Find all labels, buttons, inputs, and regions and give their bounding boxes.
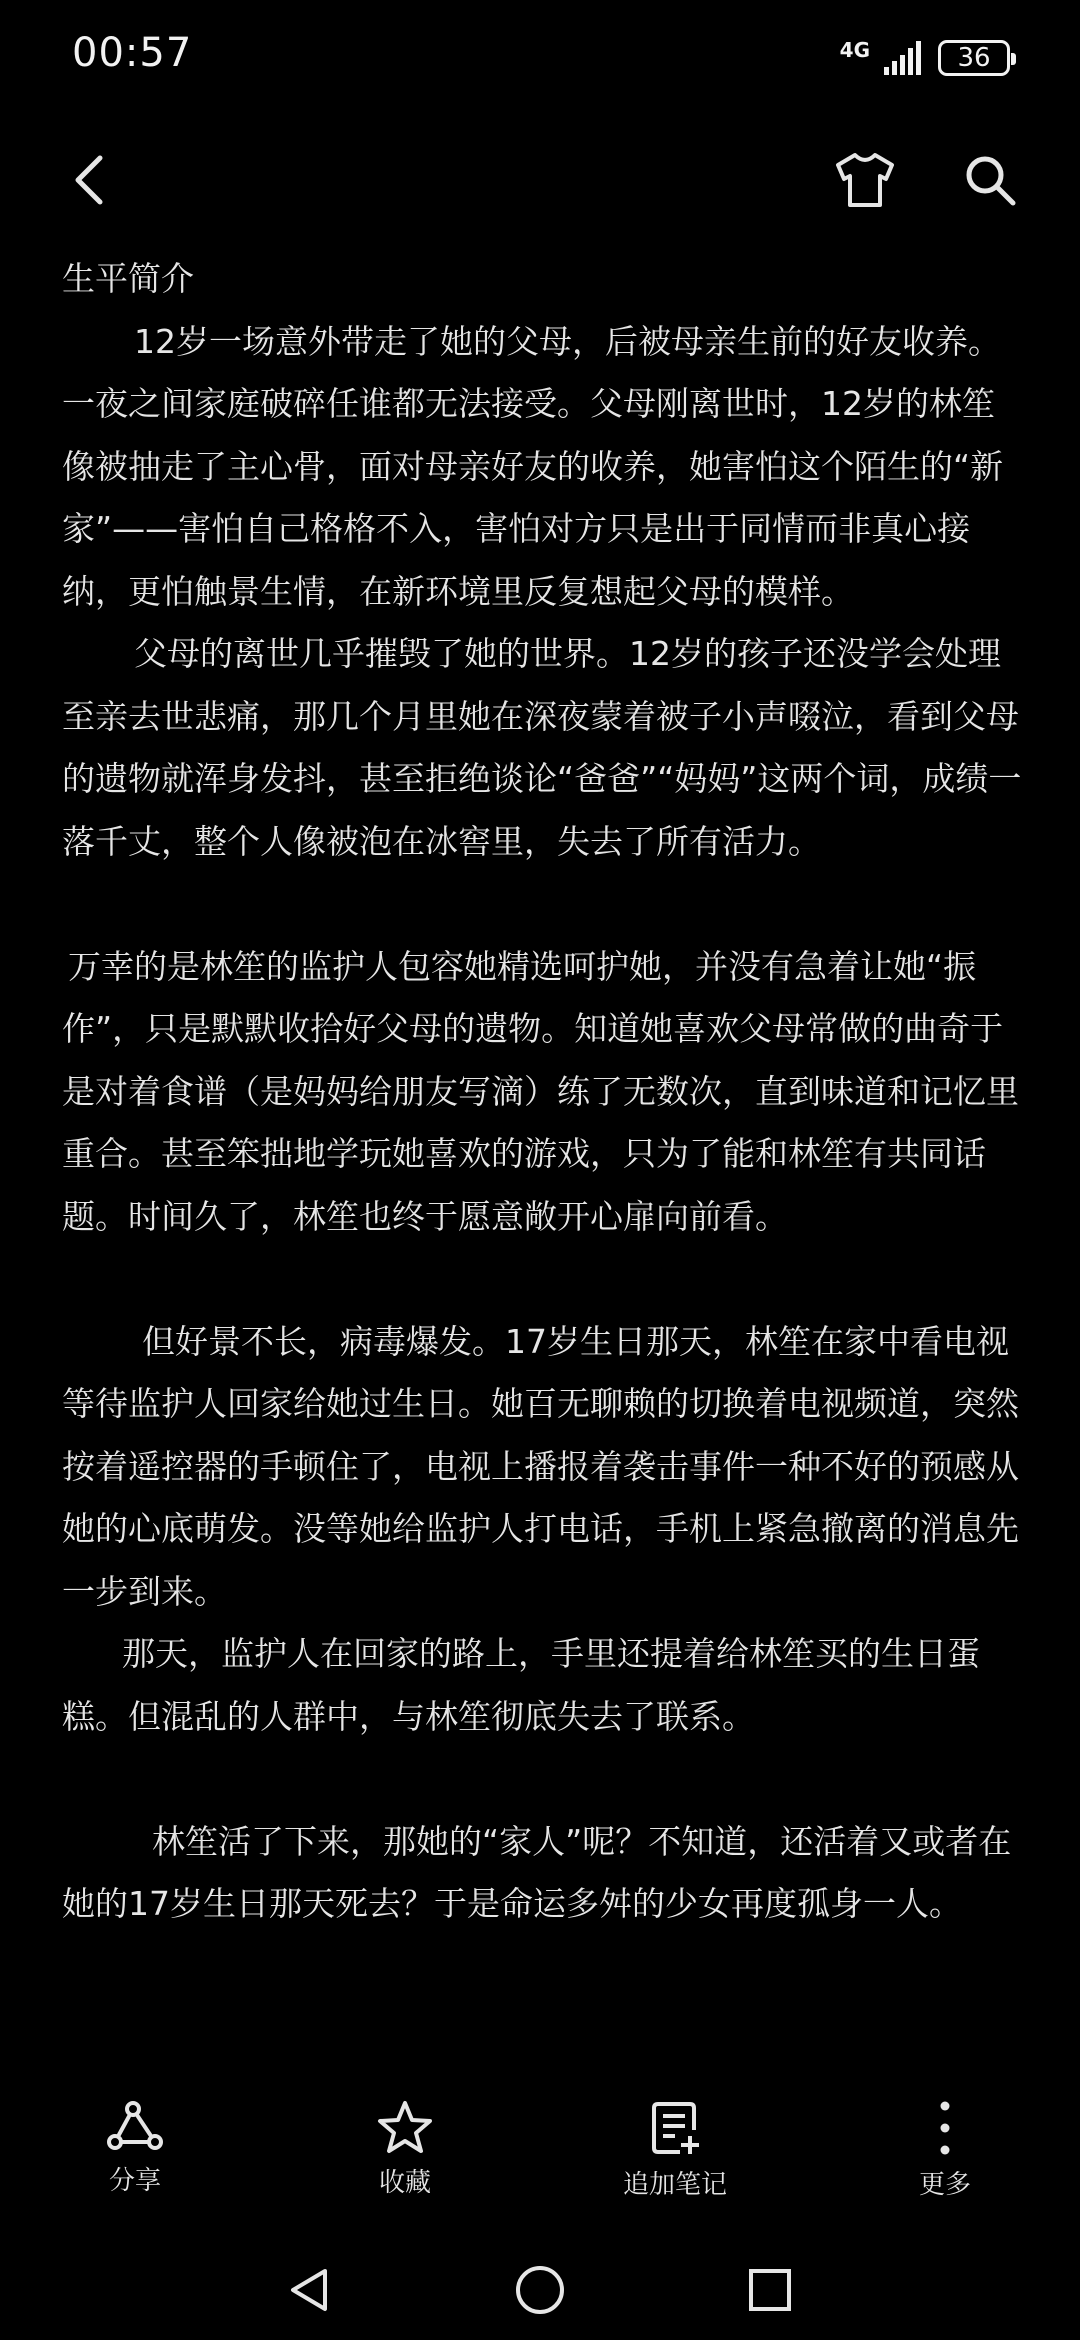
favorite-label: 收藏 [378, 2168, 431, 2198]
note-add-icon [650, 2100, 700, 2156]
theme-button[interactable] [830, 145, 900, 215]
triangle-back-icon [285, 2265, 335, 2315]
circle-home-icon [513, 2263, 567, 2317]
star-icon [377, 2100, 433, 2154]
search-icon [962, 152, 1018, 208]
battery-icon [938, 40, 1010, 76]
favorite-button[interactable] [270, 2080, 540, 2220]
network-type: 4G [839, 38, 870, 62]
search-button[interactable] [955, 145, 1025, 215]
system-navigation-bar [0, 2240, 1080, 2340]
status-time: 00:57 [72, 30, 193, 76]
paragraph: 但好景不长，病毒爆发。17岁生日那天，林笙在家中看电视等待监护人回家给她过生日。她百无聊赖的切换着电视频道，突然按着遥控器的手顿住了，电视上播报着袭击事件一种不好的预感从她的心底萌发。没等她给监护人打电话，手机上紧急撤离的消息先一步到来。 [62, 1321, 1019, 1611]
more-vertical-icon [935, 2100, 955, 2156]
paragraph: 万幸的是林笙的监护人包容她精选呵护她，并没有急着让她“振作”，只是默默收拾好父母的遗物。知道她喜欢父母常做的曲奇于是对着食谱（是妈妈给朋友写滴）练了无数次，直到味道和记忆里重合。甚至笨拙地学玩她喜欢的游戏，只为了能和林笙有共同话题。时间久了，林笙也终于愿意敞开心扉向前看。 [62, 946, 1019, 1236]
nav-recents-button[interactable] [740, 2260, 800, 2320]
article-heading: 生平简介 [62, 259, 194, 298]
status-bar [0, 0, 1080, 120]
paragraph: 林笙活了下来，那她的“家人”呢？不知道，还活着又或者在她的17岁生日那天死去？于是命运多舛的少女再度孤身一人。 [62, 1821, 1012, 1923]
status-icons [840, 36, 1010, 80]
nav-home-button[interactable] [510, 2260, 570, 2320]
bottom-toolbar [0, 2080, 1080, 2220]
signal-icon [884, 41, 924, 75]
paragraph: 12岁一场意外带走了她的父母，后被母亲生前的好友收养。一夜之间家庭破碎任谁都无法接受。父母刚离世时，12岁的林笙像被抽走了主心骨，面对母亲好友的收养，她害怕这个陌生的“新家”——害怕自己格格不入，害怕对方只是出于同情而非真心接纳，更怕触景生情，在新环境里反复想起父母的模样。 [62, 321, 1004, 611]
add-note-button[interactable] [540, 2080, 810, 2220]
nav-back-button[interactable] [280, 2260, 340, 2320]
tshirt-icon [834, 151, 896, 209]
back-button[interactable] [60, 150, 120, 210]
chevron-left-icon [70, 152, 110, 208]
article-content [62, 248, 1022, 2068]
more-button[interactable] [810, 2080, 1080, 2220]
share-button[interactable] [0, 2080, 270, 2220]
more-label: 更多 [918, 2170, 971, 2200]
share-icon [105, 2100, 165, 2152]
square-recents-icon [746, 2266, 794, 2314]
paragraph: 那天，监护人在回家的路上，手里还提着给林笙买的生日蛋糕。但混乱的人群中，与林笙彻底失去了联系。 [62, 1634, 980, 1736]
add-note-label: 追加笔记 [622, 2170, 727, 2200]
paragraph: 父母的离世几乎摧毁了她的世界。12岁的孩子还没学会处理至亲去世悲痛，那几个月里她在深夜蒙着被子小声啜泣，看到父母的遗物就浑身发抖，甚至拒绝谈论“爸爸”“妈妈”这两个词，成绩一落千丈，整个人像被泡在冰窖里，失去了所有活力。 [62, 634, 1022, 861]
share-label: 分享 [108, 2166, 161, 2196]
top-app-bar [0, 130, 1080, 230]
battery-level: 36 [957, 43, 991, 73]
